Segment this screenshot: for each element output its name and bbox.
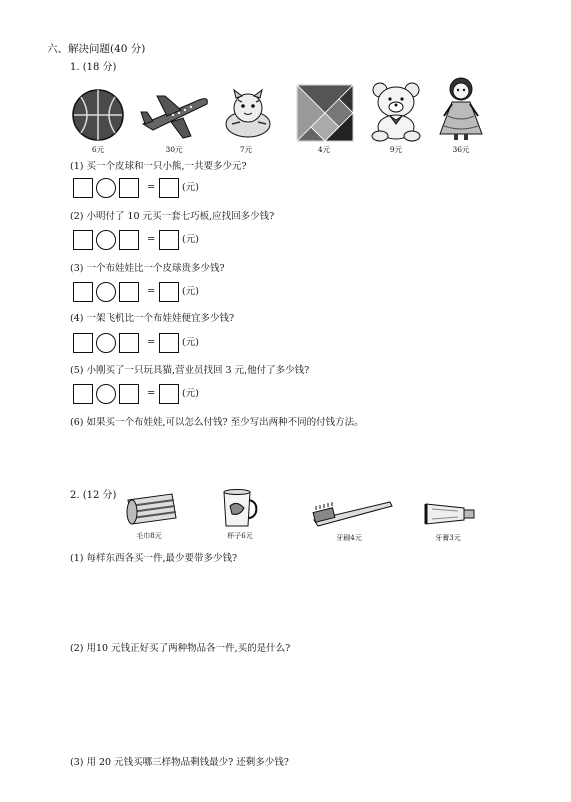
operator-circle[interactable] (96, 282, 116, 302)
unit-label: (元) (182, 286, 199, 297)
q1-answer-row-4 (0, 333, 571, 355)
result-box[interactable] (159, 282, 179, 302)
q1-sub3: (3) 一个布娃娃比一个皮球贵多少钱? (70, 263, 225, 274)
result-box[interactable] (159, 230, 179, 250)
answer-box[interactable] (119, 333, 139, 353)
answer-box[interactable] (73, 230, 93, 250)
answer-box[interactable] (119, 230, 139, 250)
q2-sub1: (1) 每样东西各买一件,最少要带多少钱? (70, 553, 238, 564)
operator-circle[interactable] (96, 178, 116, 198)
answer-box[interactable] (73, 282, 93, 302)
basketball-icon (71, 88, 125, 142)
q2-sub2: (2) 用10 元钱正好买了两种物品各一件,买的是什么? (70, 643, 291, 654)
section-title: 六、解决问题(40 分) (47, 43, 146, 55)
unit-label: (元) (182, 388, 199, 399)
towel-icon (124, 492, 180, 528)
price-doll: 36元 (452, 145, 470, 154)
q1-sub1: (1) 买一个皮球和一只小熊,一共要多少元? (70, 161, 247, 172)
equals-sign: = (147, 337, 156, 348)
equals-sign: = (147, 388, 156, 399)
price-tangram: 4元 (317, 145, 331, 154)
q2-title: 2. (12 分) (70, 490, 117, 501)
result-box[interactable] (159, 178, 179, 198)
price-toy-cat: 7元 (239, 145, 253, 154)
label-toothpaste: 牙膏3元 (435, 534, 461, 542)
q1-sub5: (5) 小刚买了一只玩具猫,营业员找回 3 元,他付了多少钱? (70, 365, 310, 376)
price-teddy-bear: 9元 (389, 145, 403, 154)
unit-label: (元) (182, 182, 199, 193)
q1-sub6: (6) 如果买一个布娃娃,可以怎么付钱? 至少写出两种不同的付钱方法。 (70, 417, 364, 428)
operator-circle[interactable] (96, 333, 116, 353)
airplane-icon (139, 90, 211, 142)
q1-answer-row-3 (0, 282, 571, 304)
answer-box[interactable] (119, 384, 139, 404)
toothpaste-icon (422, 500, 478, 528)
q1-answer-row-2 (0, 230, 571, 252)
q1-sub2: (2) 小明付了 10 元买一套七巧板,应找回多少钱? (70, 211, 275, 222)
equals-sign: = (147, 234, 156, 245)
label-toothbrush: 牙刷4元 (336, 534, 362, 542)
price-basketball: 6元 (91, 145, 105, 154)
toy-cat-icon (218, 88, 280, 140)
cup-icon (220, 488, 260, 528)
tangram-icon (296, 84, 354, 142)
q1-answer-row-5 (0, 384, 571, 406)
answer-box[interactable] (73, 333, 93, 353)
q1-answer-row-1 (0, 178, 571, 200)
answer-box[interactable] (73, 384, 93, 404)
doll-icon (436, 76, 486, 142)
answer-box[interactable] (73, 178, 93, 198)
toothbrush-icon (310, 496, 396, 528)
unit-label: (元) (182, 337, 199, 348)
q1-title: 1. (18 分) (70, 62, 117, 73)
operator-circle[interactable] (96, 230, 116, 250)
price-airplane: 30元 (165, 145, 183, 154)
result-box[interactable] (159, 384, 179, 404)
teddy-bear-icon (368, 80, 424, 142)
label-towel: 毛巾8元 (136, 532, 162, 540)
equals-sign: = (147, 182, 156, 193)
answer-box[interactable] (119, 282, 139, 302)
q2-sub3: (3) 用 20 元钱买哪三样物品剩钱最少? 还剩多少钱? (70, 757, 289, 768)
equals-sign: = (147, 286, 156, 297)
unit-label: (元) (182, 234, 199, 245)
result-box[interactable] (159, 333, 179, 353)
answer-box[interactable] (119, 178, 139, 198)
operator-circle[interactable] (96, 384, 116, 404)
q1-sub4: (4) 一架飞机比一个布娃娃便宜多少钱? (70, 313, 235, 324)
label-cup: 杯子6元 (227, 532, 253, 540)
